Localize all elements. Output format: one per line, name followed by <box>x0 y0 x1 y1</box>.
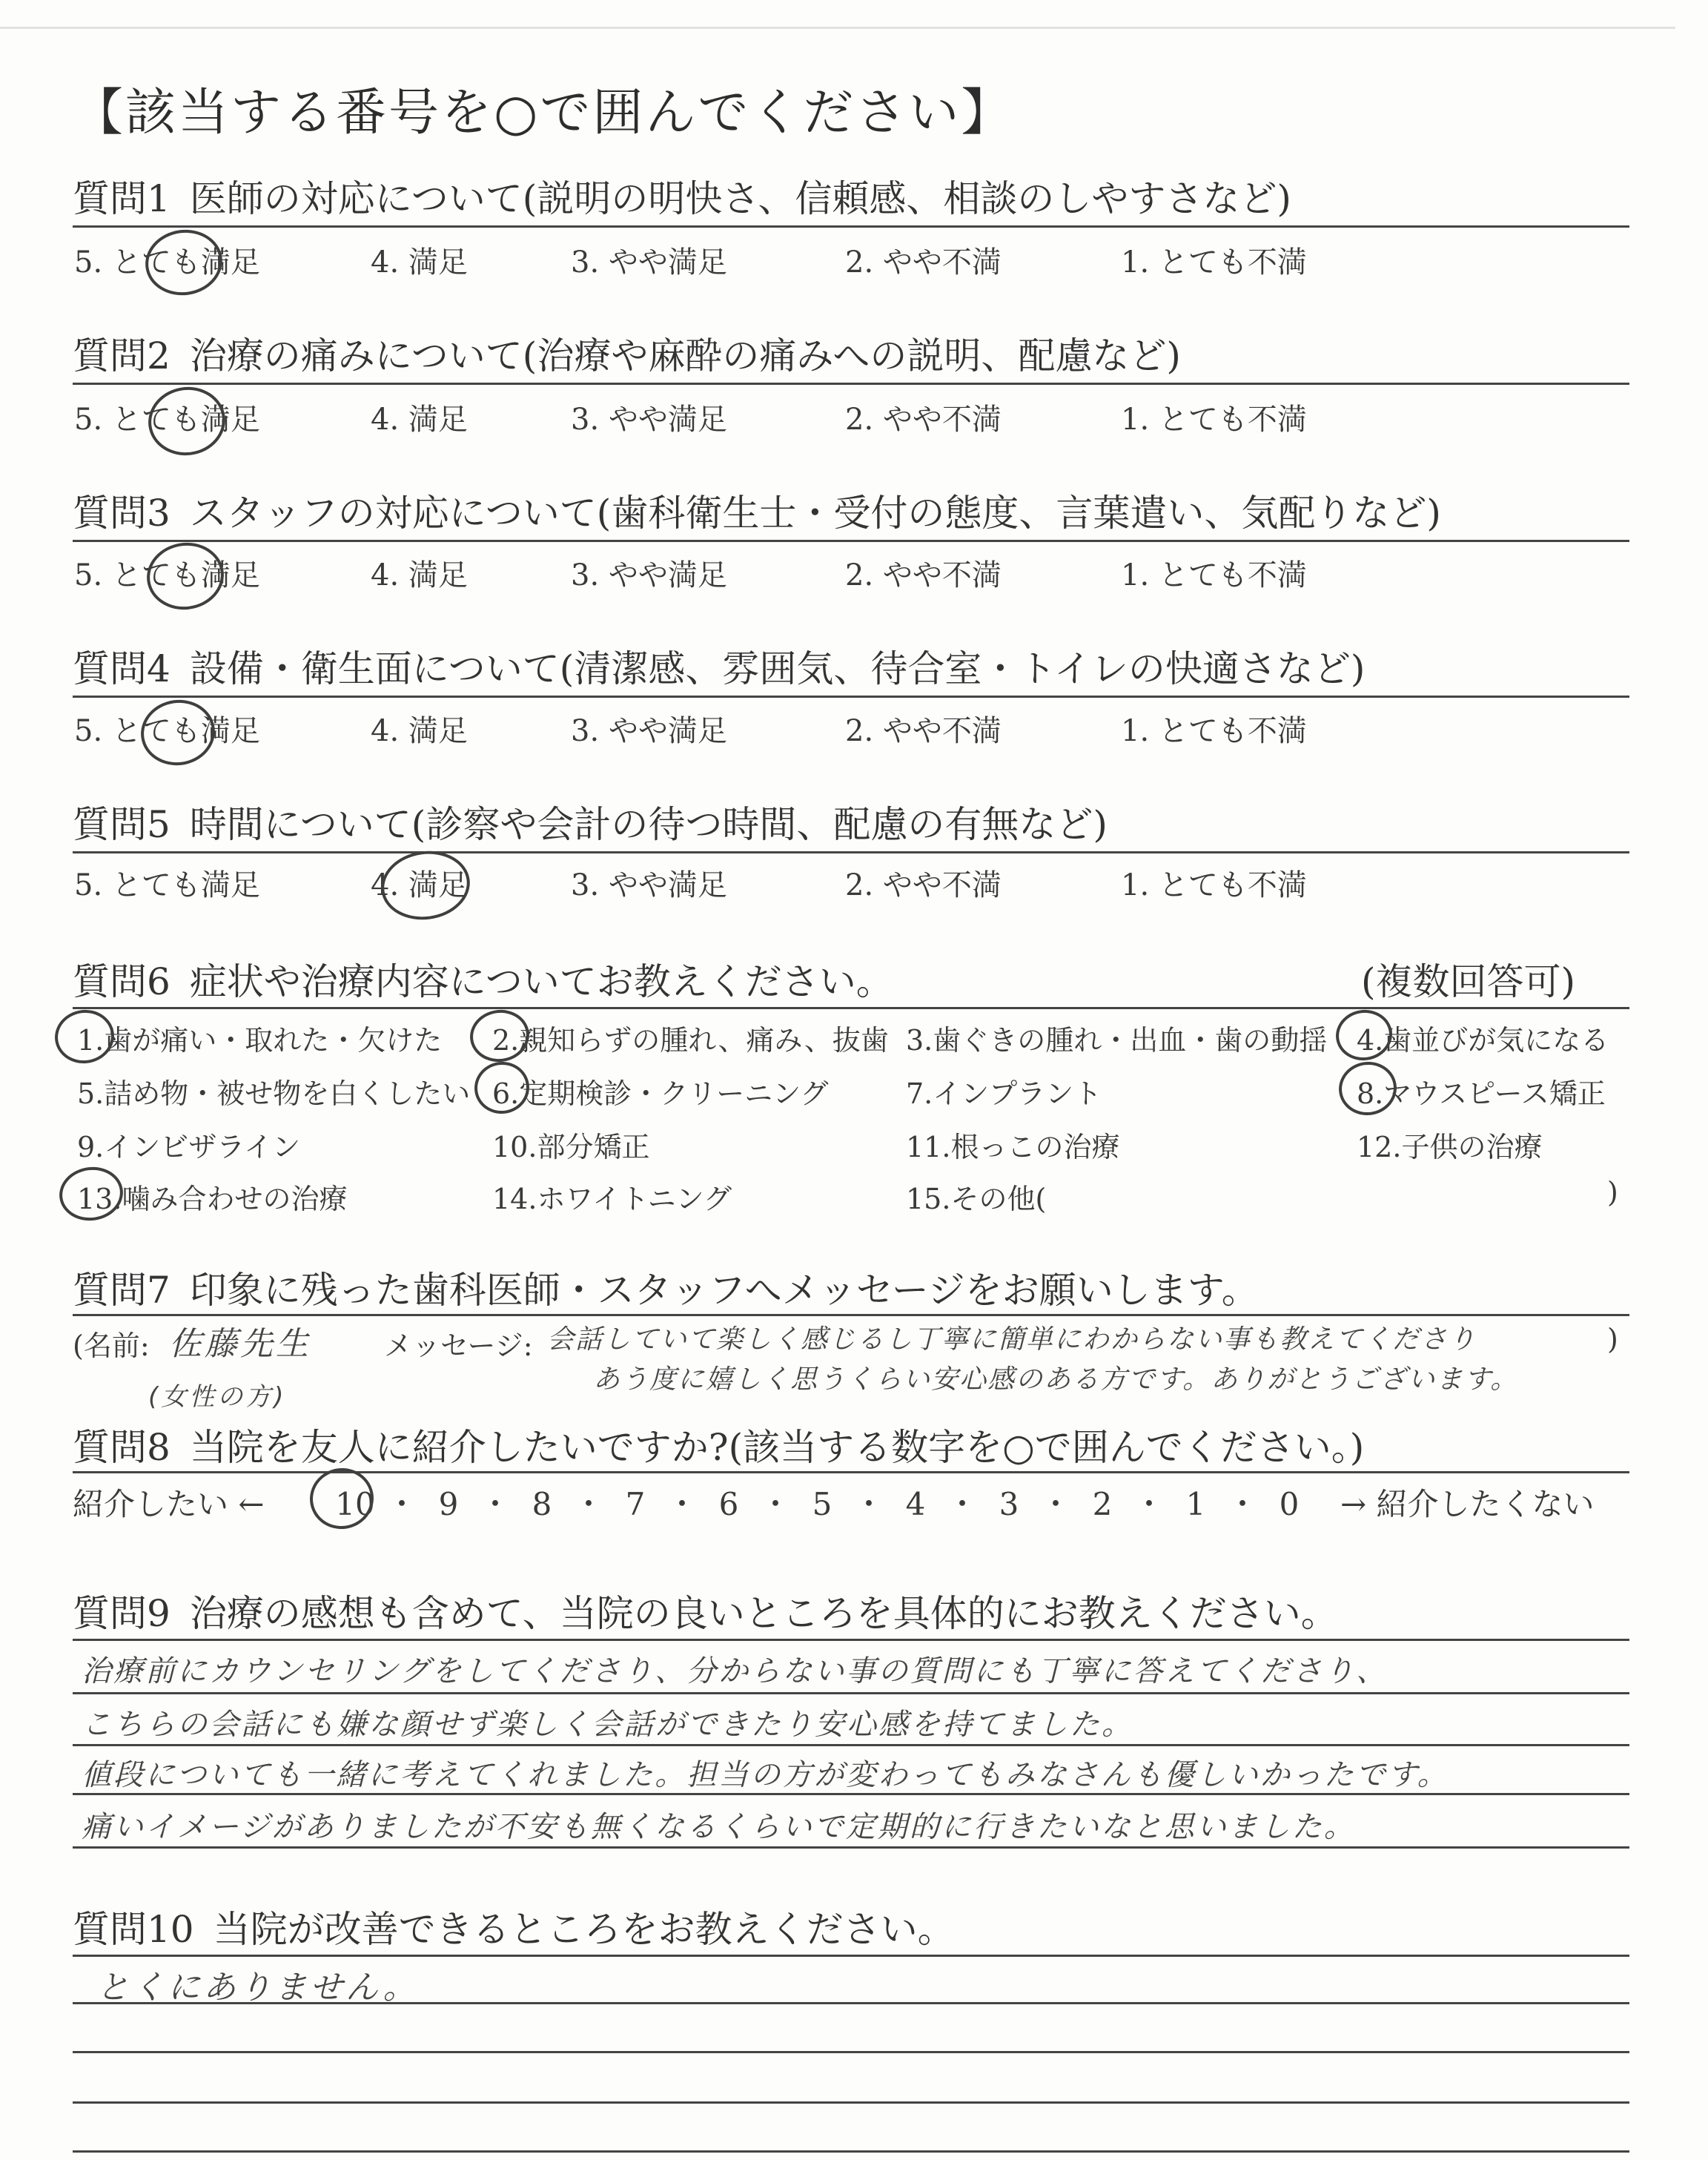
scale-value-3[interactable]: 3 <box>999 1486 1019 1522</box>
scale-value-1[interactable]: 1 <box>1185 1486 1206 1522</box>
question-1-title <box>73 169 1291 222</box>
answer-rule <box>73 1793 1629 1795</box>
handwritten-answer-line[interactable]: 痛いイメージがありましたが不安も無くなるくらいで定期的に行きたいなと思いました。 <box>82 1810 1356 1844</box>
question-6-title <box>73 952 893 1005</box>
scale-separator: ・ <box>1039 1486 1071 1522</box>
option-label: インビザライン <box>104 1131 301 1163</box>
question-8-title <box>73 1418 1364 1471</box>
option-label: ホワイトニング <box>537 1183 732 1215</box>
option-label: その他( <box>950 1183 1047 1215</box>
option-number: 15. <box>906 1183 951 1215</box>
scale-value-2[interactable]: 2 <box>1092 1486 1113 1522</box>
q4-option-5[interactable]: 5. とても満足 <box>74 714 260 748</box>
scan-top-edge <box>0 27 1675 29</box>
question-number: 質問2 <box>73 334 171 377</box>
handwritten-answer-line[interactable]: とくにありません。 <box>96 1969 419 2007</box>
q1-option-1[interactable]: 1. とても不満 <box>1121 245 1307 280</box>
option-label: インプラント <box>933 1077 1102 1110</box>
symptom-option-4[interactable] <box>1357 1017 1609 1058</box>
option-number: 10. <box>492 1131 537 1163</box>
question-number: 質問1 <box>73 177 171 220</box>
symptom-option-10[interactable] <box>492 1124 649 1165</box>
scale-value-8[interactable]: 8 <box>532 1486 552 1522</box>
symptom-option-3[interactable] <box>906 1017 1327 1058</box>
question-rule <box>73 696 1629 698</box>
option-label: 部分矯正 <box>537 1131 650 1163</box>
hand-drawn-circle <box>141 225 226 300</box>
recommend-left-label: 紹介したい ← <box>73 1486 265 1522</box>
scale-separator: ・ <box>946 1486 978 1522</box>
option-number: 11. <box>906 1131 951 1163</box>
scale-separator: ・ <box>666 1486 698 1522</box>
symptom-option-6[interactable] <box>492 1071 829 1112</box>
scale-value-9[interactable]: 9 <box>438 1486 459 1522</box>
name-label: (名前: <box>73 1330 150 1362</box>
symptom-option-14[interactable] <box>492 1176 732 1217</box>
question-text: 設備・衛生面について(清潔感、雰囲気、待合室・トイレの快適さなど) <box>189 647 1366 690</box>
option-number: 12. <box>1357 1131 1402 1163</box>
handwritten-message-line-1[interactable]: 会話していて楽しく感じるし丁寧に簡単にわからない事も教えてくださり <box>547 1324 1477 1355</box>
question-rule <box>73 1639 1629 1641</box>
option-label: 根っこの治療 <box>950 1131 1120 1163</box>
question-text: 時間について(診察や会計の待つ時間、配慮の有無など) <box>189 803 1108 846</box>
other-close-paren: ) <box>1607 1176 1618 1209</box>
scale-separator: ・ <box>1226 1486 1258 1522</box>
hand-drawn-circle <box>144 382 230 460</box>
option-label: 親知らずの腫れ、痛み、抜歯 <box>519 1024 889 1057</box>
question-number: 質問10 <box>73 1908 194 1951</box>
q5-option-2[interactable]: 2. やや不満 <box>845 868 1002 902</box>
q5-option-1[interactable]: 1. とても不満 <box>1121 868 1307 902</box>
q4-option-3[interactable]: 3. やや満足 <box>571 714 727 748</box>
option-number: 5. <box>77 1077 105 1110</box>
question-rule <box>73 1955 1629 1957</box>
option-number: 14. <box>492 1183 537 1215</box>
scale-value-6[interactable]: 6 <box>718 1486 739 1522</box>
question-text: 治療の痛みについて(治療や麻酔の痛みへの説明、配慮など) <box>189 334 1181 377</box>
answer-rule <box>73 2051 1629 2053</box>
question-4-title <box>73 639 1365 693</box>
symptom-option-9[interactable] <box>77 1124 300 1165</box>
question-number: 質問5 <box>73 803 171 846</box>
option-label: マウスピース矯正 <box>1383 1077 1606 1110</box>
handwritten-name[interactable]: 佐藤先生 <box>169 1325 311 1363</box>
handwritten-message-line-2[interactable]: あう度に嬉しく思うくらい安心感のある方です。ありがとうございます。 <box>593 1364 1519 1395</box>
scale-separator: ・ <box>479 1486 511 1522</box>
hand-drawn-circle <box>142 538 228 615</box>
question-number: 質問3 <box>73 492 171 535</box>
question-rule <box>73 1007 1629 1009</box>
option-number: 8. <box>1357 1077 1384 1110</box>
answer-rule <box>73 1744 1629 1746</box>
symptom-option-15[interactable] <box>906 1176 1046 1217</box>
question-text: 当院を友人に紹介したいですか?(該当する数字を○で囲んでください。) <box>189 1426 1365 1469</box>
q3-option-1[interactable]: 1. とても不満 <box>1121 558 1307 592</box>
answer-rule <box>73 2002 1629 2004</box>
symptom-option-12[interactable] <box>1357 1124 1542 1165</box>
q4-option-1[interactable]: 1. とても不満 <box>1121 714 1307 748</box>
q2-option-5[interactable]: 5. とても満足 <box>74 403 260 437</box>
question-text: 症状や治療内容についてお教えください。 <box>189 960 893 1003</box>
option-number: 6. <box>492 1077 520 1110</box>
scale-separator: ・ <box>572 1486 604 1522</box>
handwritten-answer-line[interactable]: 治療前にカウンセリングをしてくださり、分からない事の質問にも丁寧に答えてくださり、 <box>82 1654 1388 1688</box>
question-rule <box>73 540 1629 542</box>
option-label: 噛み合わせの治療 <box>122 1183 348 1215</box>
option-number: 9. <box>77 1131 105 1163</box>
scale-value-5[interactable]: 5 <box>812 1486 833 1522</box>
q1-option-2[interactable]: 2. やや不満 <box>845 245 1002 280</box>
answer-rule <box>73 2150 1629 2153</box>
option-label: 歯ぐきの腫れ・出血・歯の動揺 <box>933 1024 1328 1057</box>
recommend-scale <box>326 1480 1318 1525</box>
q3-option-2[interactable]: 2. やや不満 <box>845 558 1002 592</box>
q4-option-4[interactable]: 4. 満足 <box>371 714 468 748</box>
scale-value-7[interactable]: 7 <box>625 1486 646 1522</box>
question-rule <box>73 383 1629 385</box>
hand-drawn-circle <box>136 695 219 770</box>
q1-option-5[interactable]: 5. とても満足 <box>74 245 260 280</box>
symptom-option-7[interactable] <box>906 1071 1102 1112</box>
q1-option-3[interactable]: 3. やや満足 <box>571 245 727 280</box>
question-number: 質問7 <box>73 1269 171 1312</box>
question-rule <box>73 225 1629 228</box>
question-9-title <box>73 1584 1338 1637</box>
hand-drawn-circle <box>377 845 474 925</box>
scale-separator: ・ <box>1133 1486 1165 1522</box>
option-label: 子供の治療 <box>1401 1131 1543 1163</box>
option-label: 歯並びが気になる <box>1383 1024 1609 1057</box>
message-close-paren: ) <box>1607 1323 1618 1355</box>
option-label: 定期検診・クリーニング <box>519 1077 829 1110</box>
option-label: 歯が痛い・取れた・欠けた <box>104 1024 443 1057</box>
question-number: 質問8 <box>73 1426 171 1469</box>
scale-value-0[interactable]: 0 <box>1279 1486 1300 1522</box>
q3-option-3[interactable]: 3. やや満足 <box>571 558 727 592</box>
question-3-title <box>73 483 1441 537</box>
option-number: 4. <box>1357 1024 1384 1057</box>
q2-option-1[interactable]: 1. とても不満 <box>1121 403 1307 437</box>
question-5-title <box>73 795 1108 848</box>
answer-rule <box>73 1846 1629 1849</box>
option-number: 7. <box>906 1077 933 1110</box>
question-text: 治療の感想も含めて、当院の良いところを具体的にお教えください。 <box>189 1592 1338 1635</box>
question-number: 質問6 <box>73 960 171 1003</box>
message-label: メッセージ: <box>384 1330 533 1362</box>
question-7-title <box>73 1261 1259 1314</box>
q2-option-3[interactable]: 3. やや満足 <box>571 403 727 437</box>
question-number: 質問4 <box>73 647 171 690</box>
question-text: 印象に残った歯科医師・スタッフへメッセージをお願いします。 <box>189 1269 1259 1312</box>
symptom-option-5[interactable] <box>77 1071 470 1112</box>
option-number: 13. <box>77 1183 122 1215</box>
q4-option-2[interactable]: 2. やや不満 <box>845 714 1002 748</box>
q3-option-5[interactable]: 5. とても満足 <box>74 558 260 592</box>
question-number: 質問9 <box>73 1592 171 1635</box>
q5-option-4[interactable]: 4. 満足 <box>371 868 468 902</box>
scale-separator: ・ <box>385 1486 417 1522</box>
question-2-title <box>73 326 1181 380</box>
question-text: スタッフの対応について(歯科衛生士・受付の態度、言葉遣い、気配りなど) <box>189 492 1441 535</box>
handwritten-answer-line[interactable]: こちらの会話にも嫌な顔せず楽しく会話ができたり安心感を持てました。 <box>82 1708 1133 1742</box>
question-text: 医師の対応について(説明の明快さ、信頼感、相談のしやすさなど) <box>189 177 1291 220</box>
q2-option-2[interactable]: 2. やや不満 <box>845 403 1002 437</box>
answer-rule <box>73 2101 1629 2104</box>
question-rule <box>73 1471 1629 1473</box>
question-rule <box>73 851 1629 853</box>
scale-separator: ・ <box>853 1486 884 1522</box>
question-text: 当院が改善できるところをお教えください。 <box>213 1908 955 1951</box>
symptom-option-2[interactable] <box>492 1017 889 1058</box>
option-number: 2. <box>492 1024 520 1057</box>
scale-value-10[interactable]: 10 <box>335 1486 375 1522</box>
option-number: 1. <box>77 1024 105 1057</box>
q2-option-4[interactable]: 4. 満足 <box>371 403 468 437</box>
option-label: 詰め物・被せ物を白くしたい <box>104 1077 471 1110</box>
q3-option-4[interactable]: 4. 満足 <box>371 558 468 592</box>
symptom-option-1[interactable] <box>77 1017 442 1058</box>
question-10-title <box>73 1900 955 1953</box>
q1-option-4[interactable]: 4. 満足 <box>371 245 468 280</box>
q5-option-3[interactable]: 3. やや満足 <box>571 868 727 902</box>
answer-rule <box>73 1692 1629 1694</box>
multiple-answer-note: (複数回答可) <box>1361 960 1576 1003</box>
scale-separator: ・ <box>759 1486 791 1522</box>
recommend-right-label: → 紹介したくない <box>1340 1486 1595 1522</box>
symptom-option-11[interactable] <box>906 1124 1119 1165</box>
question-rule <box>73 1314 1629 1316</box>
handwritten-name-note: (女性の方) <box>148 1382 287 1412</box>
handwritten-answer-line[interactable]: 値段についても一緒に考えてくれました。担当の方が変わってもみなさんも優しいかったです。 <box>82 1758 1449 1792</box>
instruction-header: 【該当する番号を○で囲んでください】 <box>73 84 1014 142</box>
scale-value-4[interactable]: 4 <box>905 1486 926 1522</box>
q5-option-5[interactable]: 5. とても満足 <box>74 868 260 902</box>
option-number: 3. <box>906 1024 933 1057</box>
